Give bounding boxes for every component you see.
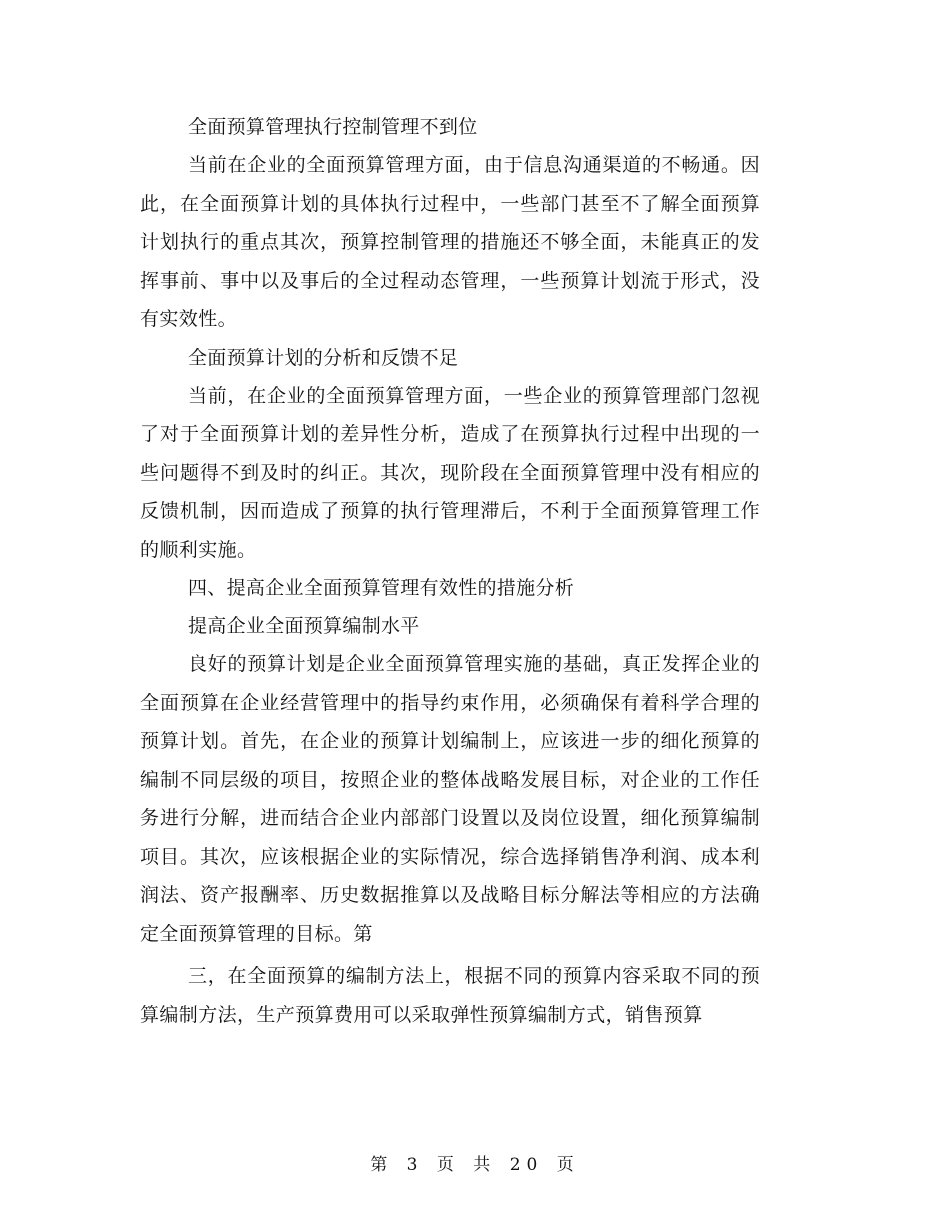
paragraph-budget-methods: 三，在全面预算的编制方法上，根据不同的预算内容采取不同的预算编制方法，生产预算费用可以采取弹性预算编制方式，销售预算 <box>140 965 760 1026</box>
section-heading-execution-control: 全面预算管理执行控制管理不到位 <box>188 116 478 138</box>
paragraph-execution-control: 当前在企业的全面预算管理方面，由于信息沟通渠道的不畅通。因此，在全面预算计划的具体执行过程中，一些部门甚至不了解全面预算计划执行的重点其次，预算控制管理的措施还不够全面，未能真正的发挥事前、事中以及事后的全过程动态管理，一些预算计划流于形式，没有实效性。 <box>140 154 760 330</box>
paragraph-budget-plan: 良好的预算计划是企业全面预算管理实施的基础，真正发挥企业的全面预算在企业经营管理中的指导约束作用，必须确保有着科学合理的预算计划。首先，在企业的预算计划编制上，应该进一步的细化预算的编制不同层级的项目，按照企业的整体战略发展目标，对企业的工作任务进行分解，进而结合企业内部部门设置以及岗位设置，细化预算编制项目。其次，应该根据企业的实际情况，综合选择销售净利润、成本利润法、资产报酬率、历史数据推算以及战略目标分解法等相应的方法确定全面预算管理的目标。第 <box>140 653 760 945</box>
section-heading-analysis-feedback: 全面预算计划的分析和反馈不足 <box>188 346 459 369</box>
section-heading-measures: 四、提高企业全面预算管理有效性的措施分析 <box>188 577 575 599</box>
page-number-footer: 第 3 页 共 20 页 <box>370 1155 580 1175</box>
paragraph-analysis-feedback: 当前，在企业的全面预算管理方面，一些企业的预算管理部门忽视了对于全面预算计划的差异性分析，造成了在预算执行过程中出现的一些问题得不到及时的纠正。其次，现阶段在全面预算管理中没有相应的反馈机制，因而造成了预算的执行管理滞后，不利于全面预算管理工作的顺利实施。 <box>140 384 760 561</box>
document-body <box>140 108 760 1034</box>
section-heading-budget-level: 提高企业全面预算编制水平 <box>188 615 420 637</box>
